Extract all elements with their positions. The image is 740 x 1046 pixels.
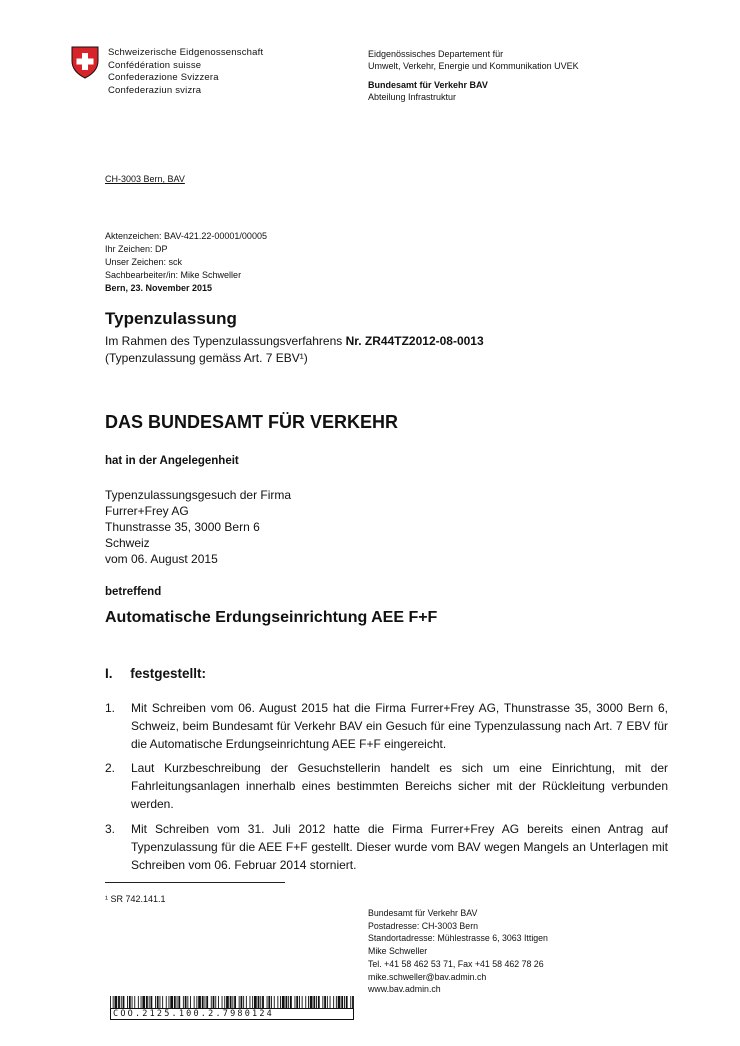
finding-number: 3. [105,822,116,836]
section-title: festgestellt: [130,666,207,681]
barcode-bars [110,996,354,1008]
finding-number: 2. [105,761,116,775]
division-name: Abteilung Infrastruktur [368,92,457,102]
unser-zeichen: Unser Zeichen: sck [105,257,183,267]
ihr-zeichen: Ihr Zeichen: DP [105,244,168,254]
applicant-block [105,487,291,567]
barcode [110,996,354,1018]
subject-heading: Automatische Erdungseinrichtung AEE F+F [105,609,438,626]
footer-line: Mike Schweller [368,946,428,957]
finding-text: Laut Kurzbeschreibung der Gesuchstellerin handelt es sich um eine Einrichtung, mit der Fahrleitungsanlagen innerhalb eines bestimmten Bereichs sicher mit der Rückleitung verbunden werden. [131,761,668,811]
footer-line: Bundesamt für Verkehr BAV [368,908,478,918]
footer-line: mike.schweller@bav.admin.ch [368,971,487,982]
footer-line: www.bav.admin.ch [368,984,441,995]
document-heading: Typenzulassung [105,309,237,328]
federation-line: Confédération suisse [108,59,202,71]
letter-date: Bern, 23. November 2015 [105,283,213,293]
finding-item [105,759,668,813]
applicant-line: Thunstrasse 35, 3000 Bern 6 [105,520,260,534]
federation-line: Confederaziun svizra [108,84,202,96]
finding-text: Mit Schreiben vom 06. August 2015 hat die Firma Furrer+Frey AG, Thunstrasse 35, 3000 Bern 6, Schweiz, beim Bundesamt für Verkehr BAV ein Gesuch für eine Typenzulassung nach Art. 7 EBV für die Automatische Erdungseinrichtung AEE F+F eingereicht. [131,701,668,751]
reference-block [105,230,267,295]
federation-line: Confederazione Svizzera [108,72,219,83]
finding-item [105,699,668,753]
authority-heading: DAS BUNDESAMT FÜR VERKEHR [105,412,399,432]
department-line: Umwelt, Verkehr, Energie und Kommunikation UVEK [368,61,579,71]
finding-item [105,820,668,874]
footer-line: Tel. +41 58 462 53 71, Fax +41 58 462 78 26 [368,958,544,969]
department-line: Eidgenössisches Departement für [368,49,504,59]
section-number: I. [105,666,113,681]
applicant-line: vom 06. August 2015 [105,552,218,566]
aktenzeichen: Aktenzeichen: BAV-421.22-00001/00005 [105,231,267,241]
finding-text: Mit Schreiben vom 31. Juli 2012 hatte die Firma Furrer+Frey AG bereits einen Antrag auf Typenzulassung für die AEE F+F gestellt. Dieser wurde vom BAV wegen Mangels an Unterlagen mit Schreiben vom 06. Februar 2014 storniert. [131,822,668,872]
office-name: Bundesamt für Verkehr BAV [368,80,488,90]
procedure-number: Nr. ZR44TZ2012-08-0013 [345,334,484,348]
sender-line: CH-3003 Bern, BAV [105,174,185,184]
department-block [368,48,579,103]
footer-line: Standortadresse: Mühlestrasse 6, 3063 Ittigen [368,933,548,944]
swiss-crest-icon [70,45,100,79]
matter-intro: hat in der Angelegenheit [105,455,239,467]
concerning-label: betreffend [105,586,162,598]
footer-address [368,907,548,996]
footnote: ¹ SR 742.141.1 [105,894,166,904]
sachbearbeiter: Sachbearbeiter/in: Mike Schweller [105,270,242,280]
applicant-line: Typenzulassungsgesuch der Firma [105,488,292,502]
footnote-rule [105,882,285,883]
federation-names [108,47,263,97]
finding-number: 1. [105,701,116,715]
barcode-text: COO.2125.100.2.7980124 [110,1008,354,1020]
federation-line: Schweizerische Eidgenossenschaft [108,47,264,58]
procedure-prefix: Im Rahmen des Typenzulassungsverfahrens [105,334,346,348]
applicant-line: Furrer+Frey AG [105,504,189,518]
section-heading [105,666,206,681]
footer-line: Postadresse: CH-3003 Bern [368,920,479,931]
legal-basis-line: (Typenzulassung gemäss Art. 7 EBV¹) [105,351,308,365]
procedure-line [105,333,484,349]
applicant-line: Schweiz [105,536,150,550]
